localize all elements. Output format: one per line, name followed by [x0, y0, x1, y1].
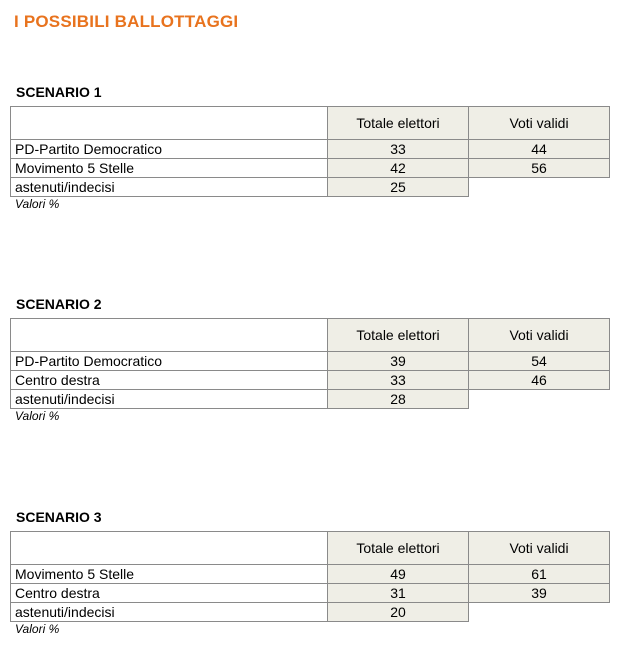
- values-note: Valori %: [15, 409, 60, 423]
- table-row: [11, 603, 610, 622]
- row-label: astenuti/indecisi: [11, 603, 328, 622]
- table-header-row: [11, 319, 610, 352]
- header-empty-cell: [11, 319, 328, 352]
- validi-value: 46: [469, 371, 610, 390]
- table-row: [11, 140, 610, 159]
- row-label: Movimento 5 Stelle: [11, 565, 328, 584]
- values-note: Valori %: [15, 622, 60, 636]
- header-empty-cell: [11, 532, 328, 565]
- scenario-3: [10, 507, 610, 636]
- scenario-title: SCENARIO 1: [16, 84, 102, 100]
- totale-value: 20: [327, 603, 468, 622]
- validi-value: 39: [469, 584, 610, 603]
- validi-value: 44: [469, 140, 610, 159]
- table-row: [11, 159, 610, 178]
- totale-value: 49: [327, 565, 468, 584]
- column-header-totale: Totale elettori: [327, 319, 468, 352]
- row-label: PD-Partito Democratico: [11, 140, 328, 159]
- row-label: PD-Partito Democratico: [11, 352, 328, 371]
- scenario-1: [10, 82, 610, 211]
- header-empty-cell: [11, 107, 328, 140]
- row-label: astenuti/indecisi: [11, 390, 328, 409]
- totale-value: 33: [327, 371, 468, 390]
- empty-cell: [469, 390, 610, 409]
- column-header-validi: Voti validi: [469, 319, 610, 352]
- row-label: astenuti/indecisi: [11, 178, 328, 197]
- table-row: [11, 371, 610, 390]
- scenario-table: [10, 318, 610, 409]
- scenario-title: SCENARIO 3: [16, 509, 102, 525]
- column-header-validi: Voti validi: [469, 532, 610, 565]
- scenario-table: [10, 531, 610, 622]
- empty-cell: [469, 603, 610, 622]
- table-row: [11, 178, 610, 197]
- table-row: [11, 352, 610, 371]
- scenario-table: [10, 106, 610, 197]
- table-header-row: [11, 107, 610, 140]
- totale-value: 28: [327, 390, 468, 409]
- column-header-validi: Voti validi: [469, 107, 610, 140]
- values-note: Valori %: [15, 197, 60, 211]
- totale-value: 25: [327, 178, 468, 197]
- column-header-totale: Totale elettori: [327, 107, 468, 140]
- validi-value: 56: [469, 159, 610, 178]
- table-header-row: [11, 532, 610, 565]
- row-label: Movimento 5 Stelle: [11, 159, 328, 178]
- empty-cell: [469, 178, 610, 197]
- table-row: [11, 565, 610, 584]
- validi-value: 54: [469, 352, 610, 371]
- row-label: Centro destra: [11, 584, 328, 603]
- scenario-2: [10, 294, 610, 423]
- scenario-title: SCENARIO 2: [16, 296, 102, 312]
- table-row: [11, 584, 610, 603]
- totale-value: 33: [327, 140, 468, 159]
- validi-value: 61: [469, 565, 610, 584]
- totale-value: 39: [327, 352, 468, 371]
- column-header-totale: Totale elettori: [327, 532, 468, 565]
- table-row: [11, 390, 610, 409]
- totale-value: 31: [327, 584, 468, 603]
- row-label: Centro destra: [11, 371, 328, 390]
- totale-value: 42: [327, 159, 468, 178]
- page-title: I POSSIBILI BALLOTTAGGI: [14, 12, 239, 31]
